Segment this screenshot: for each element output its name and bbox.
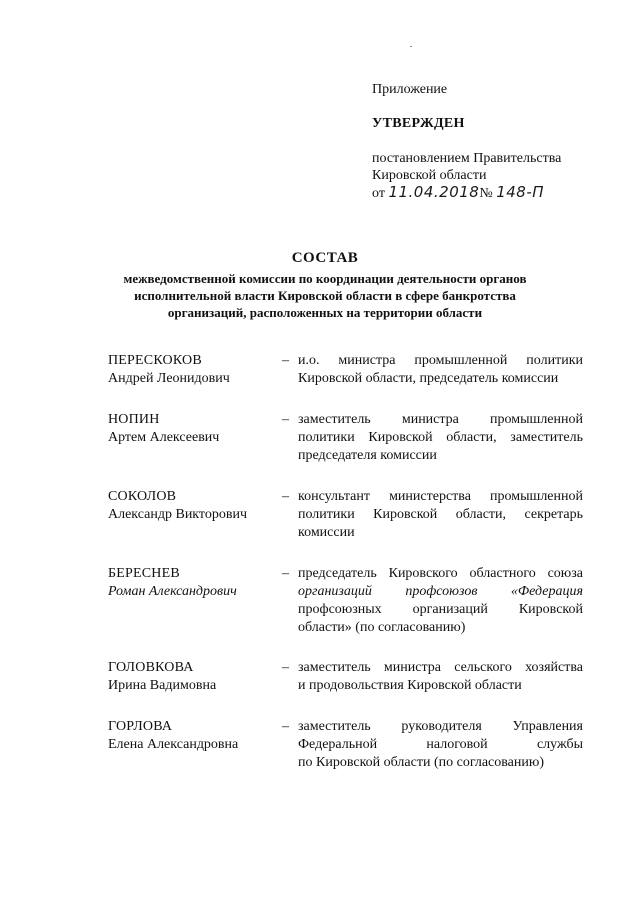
document-title-block <box>110 249 540 321</box>
member-given-names: Андрей Леонидович <box>108 371 230 386</box>
member-name <box>108 488 278 524</box>
commission-member <box>108 718 586 778</box>
role-line: заместитель министра промышленной <box>298 412 583 427</box>
member-name <box>108 411 278 447</box>
role-line: политики Кировской области, заместитель <box>298 430 583 445</box>
commission-member <box>108 411 586 471</box>
member-role <box>298 352 583 388</box>
decree-date-line <box>372 184 602 202</box>
member-name <box>108 565 278 601</box>
member-name <box>108 718 278 754</box>
member-name <box>108 352 278 388</box>
member-dash: – <box>282 353 289 368</box>
member-dash: – <box>282 489 289 504</box>
member-given-names: Ирина Вадимовна <box>108 678 217 693</box>
document-heading: СОСТАВ <box>291 250 359 266</box>
member-dash: – <box>282 660 289 675</box>
scan-speck <box>410 46 412 47</box>
member-dash: – <box>282 412 289 427</box>
role-line: области» (по согласованию) <box>298 620 466 635</box>
appendix-label: Приложение <box>372 82 448 97</box>
member-role <box>298 488 583 542</box>
role-line: председатель Кировского областного союза <box>298 566 583 581</box>
handwritten-date: 11.04.2018 <box>388 183 480 201</box>
role-line: по Кировской области (по согласованию) <box>298 755 545 770</box>
member-surname: БЕРЕСНЕВ <box>108 566 180 581</box>
member-surname: ГОЛОВКОВА <box>108 660 194 675</box>
member-name <box>108 659 278 695</box>
date-prefix: от <box>372 186 385 201</box>
member-dash: – <box>282 566 289 581</box>
role-line: профсоюзных организаций Кировской <box>298 602 583 617</box>
member-given-names: Роман Александрович <box>108 584 237 599</box>
role-line: консультант министерства промышленной <box>298 489 583 504</box>
role-line: заместитель министра сельского хозяйства <box>298 660 583 675</box>
subtitle-line-2: исполнительной власти Кировской области в сфере банкротства <box>134 288 516 303</box>
role-line: заместитель руководителя Управления <box>298 719 583 734</box>
handwritten-number: 148-П <box>496 183 545 201</box>
commission-member <box>108 488 586 548</box>
subtitle-line-1: межведомственной комиссии по координации деятельности органов <box>123 271 527 286</box>
decree-line-2: Кировской области <box>372 168 487 183</box>
subtitle-line-3: организаций, расположенных на территории области <box>167 305 483 320</box>
role-line: политики Кировской области, секретарь <box>298 507 583 522</box>
member-role <box>298 565 583 637</box>
document-subtitle <box>110 270 540 321</box>
role-line: комиссии <box>298 525 355 540</box>
role-line: Кировской области, председатель комиссии <box>298 371 559 386</box>
decree-reference <box>372 150 602 184</box>
member-given-names: Артем Алексеевич <box>108 430 220 445</box>
member-given-names: Елена Александровна <box>108 737 239 752</box>
role-line: организаций профсоюзов «Федерация <box>298 584 583 599</box>
member-role <box>298 411 583 465</box>
commission-member <box>108 659 586 719</box>
number-sign: № <box>479 186 493 201</box>
member-surname: ГОРЛОВА <box>108 719 173 734</box>
role-line: и.о. министра промышленной политики <box>298 353 583 368</box>
decree-line-1: постановлением Правительства <box>372 151 562 166</box>
member-role <box>298 659 583 695</box>
role-line: Федеральной налоговой службы <box>298 737 583 752</box>
member-surname: ПЕРЕСКОКОВ <box>108 353 202 368</box>
commission-member <box>108 565 586 641</box>
member-dash: – <box>282 719 289 734</box>
member-surname: НОПИН <box>108 412 160 427</box>
role-line: и продовольствия Кировской области <box>298 678 522 693</box>
role-line: председателя комиссии <box>298 448 437 463</box>
member-given-names: Александр Викторович <box>108 507 248 522</box>
member-surname: СОКОЛОВ <box>108 489 177 504</box>
commission-member <box>108 352 586 412</box>
approved-label: УТВЕРЖДЕН <box>372 116 465 131</box>
member-role <box>298 718 583 772</box>
